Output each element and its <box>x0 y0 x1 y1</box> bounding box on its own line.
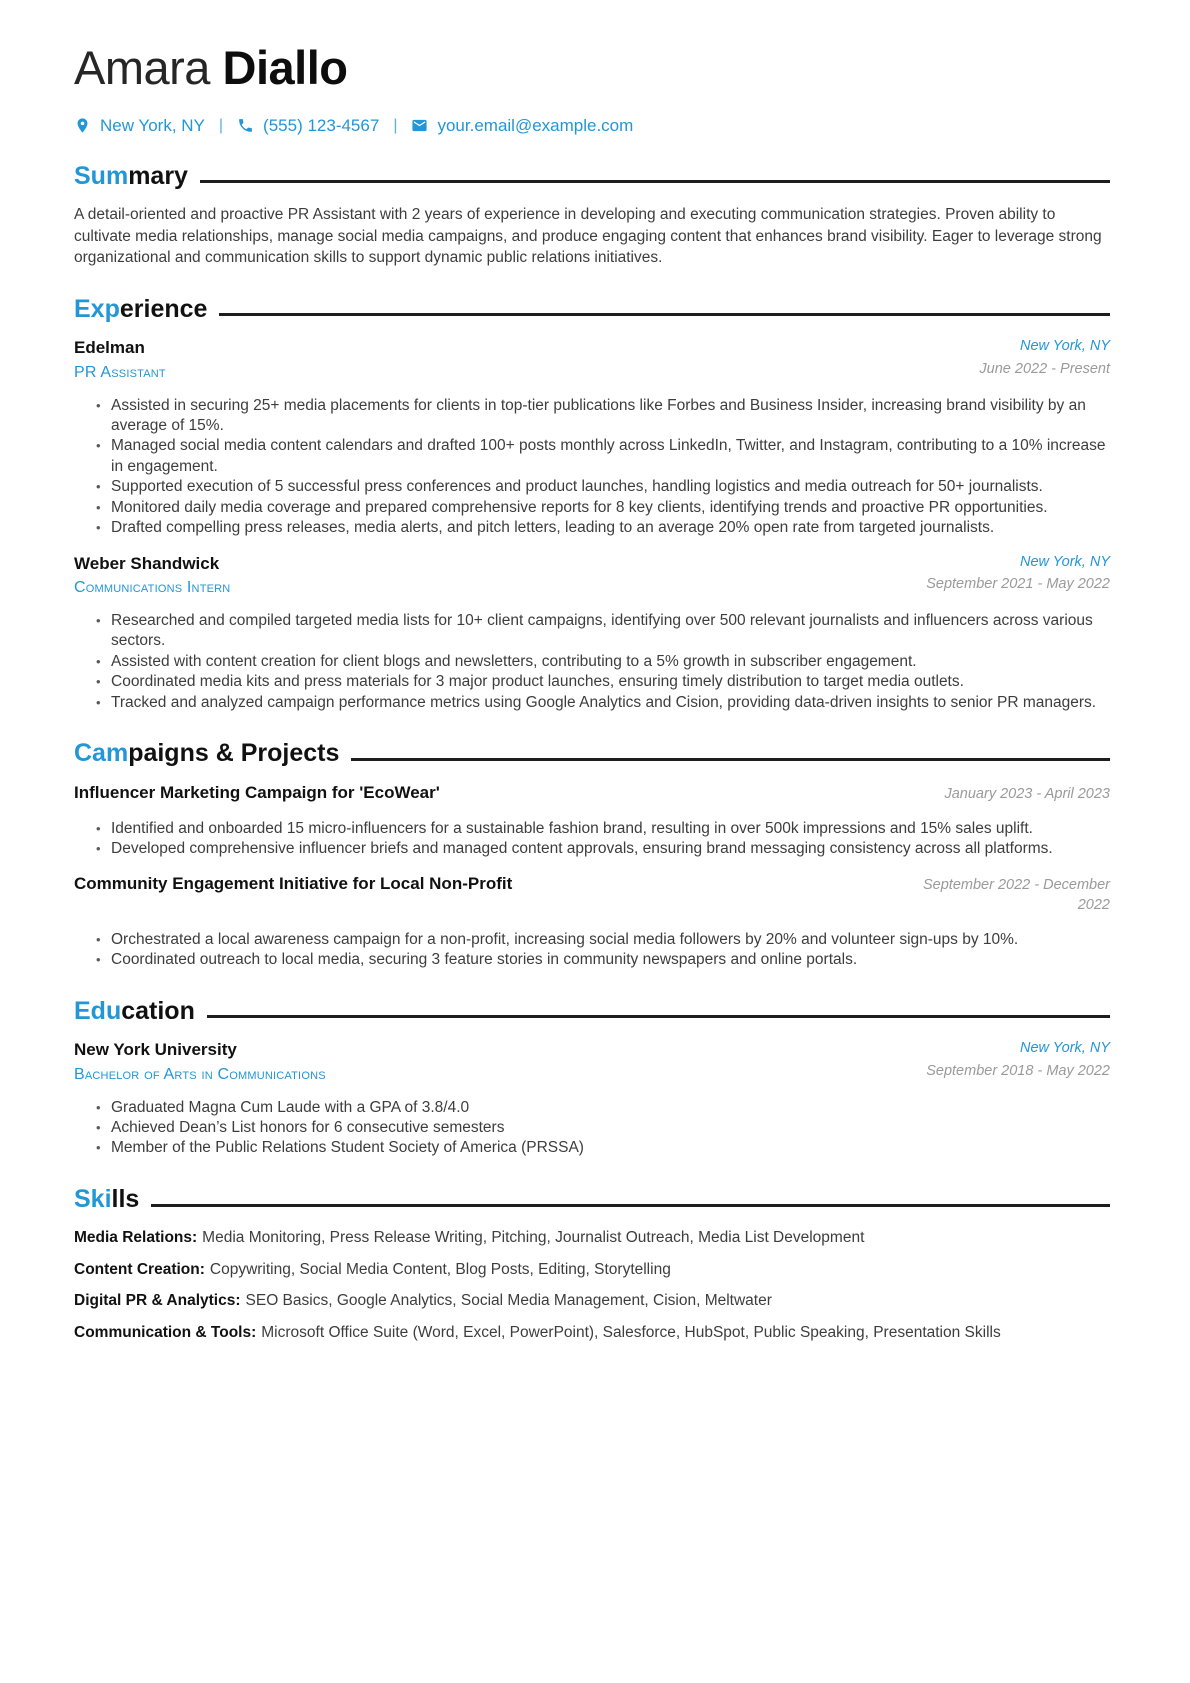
company-name: Edelman <box>74 338 145 358</box>
bullet-list <box>74 819 1110 860</box>
bullet-item: • Achieved Dean’s List honors for 6 consecutive semesters <box>96 1118 1110 1138</box>
bullet-item: • Monitored daily media coverage and prepared comprehensive reports for 8 key clients, identifying trends and proactive PR opportunities. <box>96 498 1110 518</box>
section-education <box>74 997 1110 1159</box>
entry-header <box>74 1039 1110 1083</box>
bullet-list <box>74 396 1110 539</box>
entry-dates: January 2023 - April 2023 <box>944 786 1110 802</box>
bullet-list <box>74 1098 1110 1159</box>
education-entry <box>74 1039 1110 1159</box>
campaign-entry <box>74 782 1110 859</box>
contact-separator: | <box>393 116 398 134</box>
entry-left <box>74 782 910 803</box>
skill-row <box>74 1323 1110 1344</box>
contact-separator: | <box>218 116 224 134</box>
entry-dates: September 2021 - May 2022 <box>926 576 1110 593</box>
entry-dates: September 2018 - May 2022 <box>926 1062 1110 1079</box>
company-name: Weber Shandwick <box>74 553 220 573</box>
bullet-item: • Coordinated media kits and press materials for 3 major product launches, ensuring timely distribution to target media outlets. <box>96 672 1110 692</box>
heading-rule <box>219 313 1110 316</box>
entry-right <box>910 782 1110 805</box>
heading-accent: Exp <box>74 294 120 323</box>
resume-header <box>74 42 1110 136</box>
bullet-item: • Orchestrated a local awareness campaign for a non-profit, increasing social media followers by 20% and volunteer sign-ups by 10%. <box>96 930 1110 950</box>
experience-entry <box>74 337 1110 538</box>
first-name: Amara <box>74 41 210 94</box>
contact-location <box>74 116 205 136</box>
bullet-item: • Supported execution of 5 successful press conferences and product launches, handling logistics and media outreach for 50+ journalists. <box>96 477 1110 497</box>
experience-entry <box>74 553 1110 714</box>
skill-category-label: Content Creation: <box>74 1260 205 1278</box>
bullet-item: • Developed comprehensive influencer briefs and managed content approvals, ensuring brand messaging consistency across all platforms. <box>96 839 1110 859</box>
bullet-list <box>74 611 1110 713</box>
entry-right <box>910 553 1110 595</box>
entry-right <box>910 337 1110 379</box>
phone-icon <box>237 117 254 134</box>
job-title: PR Assistant <box>74 363 166 381</box>
bullet-item: • Graduated Magna Cum Laude with a GPA of 3.8/4.0 <box>96 1098 1110 1118</box>
entry-right <box>910 1039 1110 1081</box>
bullet-item: • Researched and compiled targeted media lists for 10+ client campaigns, identifying over 500 relevant journalists and influencers across various sectors. <box>96 611 1110 652</box>
phone-text: (555) 123-4567 <box>263 115 380 135</box>
skill-row <box>74 1260 1110 1281</box>
campaign-entry <box>74 873 1110 970</box>
email-envelope-icon <box>411 117 428 134</box>
section-heading-summary <box>74 162 1110 191</box>
entry-header <box>74 873 1110 915</box>
section-heading-education <box>74 997 1110 1026</box>
contact-row <box>74 116 1110 136</box>
heading-accent: Cam <box>74 739 129 768</box>
job-title: Communications Intern <box>74 578 231 596</box>
bullet-item: • Member of the Public Relations Student Society of America (PRSSA) <box>96 1138 1110 1158</box>
section-experience <box>74 295 1110 714</box>
skill-category-label: Media Relations: <box>74 1228 198 1246</box>
skill-category-label: Digital PR & Analytics: <box>74 1292 241 1310</box>
section-skills <box>74 1185 1110 1344</box>
skill-values: Copywriting, Social Media Content, Blog Posts, Editing, Storytelling <box>209 1260 671 1278</box>
degree-title: Bachelor of Arts in Communications <box>74 1065 326 1083</box>
location-text: New York, NY <box>100 115 205 135</box>
entry-right <box>910 873 1110 915</box>
heading-rule <box>207 1015 1110 1018</box>
entry-location: New York, NY <box>1020 338 1110 355</box>
bullet-item: • Tracked and analyzed campaign performance metrics using Google Analytics and Cision, providing data-driven insights to senior PR managers. <box>96 693 1110 713</box>
bullet-item: • Coordinated outreach to local media, securing 3 feature stories in community newspapers and online portals. <box>96 950 1110 970</box>
candidate-name <box>74 42 1110 94</box>
bullet-item: • Assisted with content creation for client blogs and newsletters, contributing to a 5% growth in subscriber engagement. <box>96 652 1110 672</box>
heading-rule <box>351 758 1110 761</box>
location-pin-icon <box>74 117 91 134</box>
heading-rest: paigns & Projects <box>128 739 340 768</box>
entry-dates: September 2022 - December 2022 <box>923 877 1110 914</box>
project-title: Influencer Marketing Campaign for 'EcoWear' <box>74 783 440 802</box>
skill-row <box>74 1228 1110 1249</box>
heading-rule <box>200 180 1110 183</box>
contact-phone <box>237 116 379 136</box>
bullet-item: • Managed social media content calendars and drafted 100+ posts monthly across LinkedIn, Twitter, and Instagram, contributing to a 10% increase in engagement. <box>96 436 1110 477</box>
email-text: your.email@example.com <box>437 115 634 135</box>
contact-email <box>411 116 633 136</box>
entry-left <box>74 1039 910 1083</box>
skill-values: Media Monitoring, Press Release Writing, Pitching, Journalist Outreach, Media List Development <box>202 1228 865 1246</box>
bullet-item: • Identified and onboarded 15 micro-influencers for a sustainable fashion brand, resulting in over 500k impressions and 15% sales uplift. <box>96 819 1110 839</box>
skill-values: Microsoft Office Suite (Word, Excel, PowerPoint), Salesforce, HubSpot, Public Speaking, Presentation Skills <box>261 1324 1001 1342</box>
section-heading-experience <box>74 295 1110 324</box>
heading-rule <box>151 1204 1110 1207</box>
entry-left <box>74 337 910 381</box>
heading-accent: Ski <box>74 1184 112 1213</box>
heading-rest: erience <box>119 294 208 323</box>
entry-dates: June 2022 - Present <box>979 360 1110 377</box>
section-heading-campaigns <box>74 739 1110 768</box>
entry-header <box>74 337 1110 381</box>
bullet-item: • Drafted compelling press releases, media alerts, and pitch letters, leading to an average 20% open rate from targeted journalists. <box>96 518 1110 538</box>
skill-row <box>74 1291 1110 1312</box>
section-campaigns-projects <box>74 739 1110 970</box>
heading-rest: lls <box>111 1184 140 1213</box>
heading-accent: Edu <box>74 996 122 1025</box>
section-summary <box>74 162 1110 269</box>
heading-rest: mary <box>128 161 188 190</box>
entry-left <box>74 873 910 894</box>
section-heading-skills <box>74 1185 1110 1214</box>
entry-header <box>74 553 1110 597</box>
summary-text: A detail-oriented and proactive PR Assistant with 2 years of experience in developing and executing communication strategies. Proven ability to cultivate media relationships, manage social media campaigns, and produce engaging content that enhances brand visibility. Eager to leverage strong organizational and communication skills to support dynamic public relations initiatives. <box>74 206 1102 267</box>
project-title: Community Engagement Initiative for Local Non-Profit <box>74 874 513 894</box>
entry-location: New York, NY <box>1020 553 1110 570</box>
school-name: New York University <box>74 1040 237 1060</box>
skill-category-label: Communication & Tools: <box>74 1324 257 1342</box>
bullet-item: • Assisted in securing 25+ media placements for clients in top-tier publications like Forbes and Business Insider, increasing brand visibility by an average of 15%. <box>96 396 1110 437</box>
entry-header <box>74 782 1110 805</box>
bullet-list <box>74 930 1110 971</box>
last-name: Diallo <box>222 41 348 94</box>
heading-rest: cation <box>121 996 195 1025</box>
entry-location: New York, NY <box>1020 1040 1110 1057</box>
skill-values: SEO Basics, Google Analytics, Social Media Management, Cision, Meltwater <box>245 1292 772 1310</box>
heading-accent: Sum <box>74 161 129 190</box>
entry-left <box>74 553 910 597</box>
